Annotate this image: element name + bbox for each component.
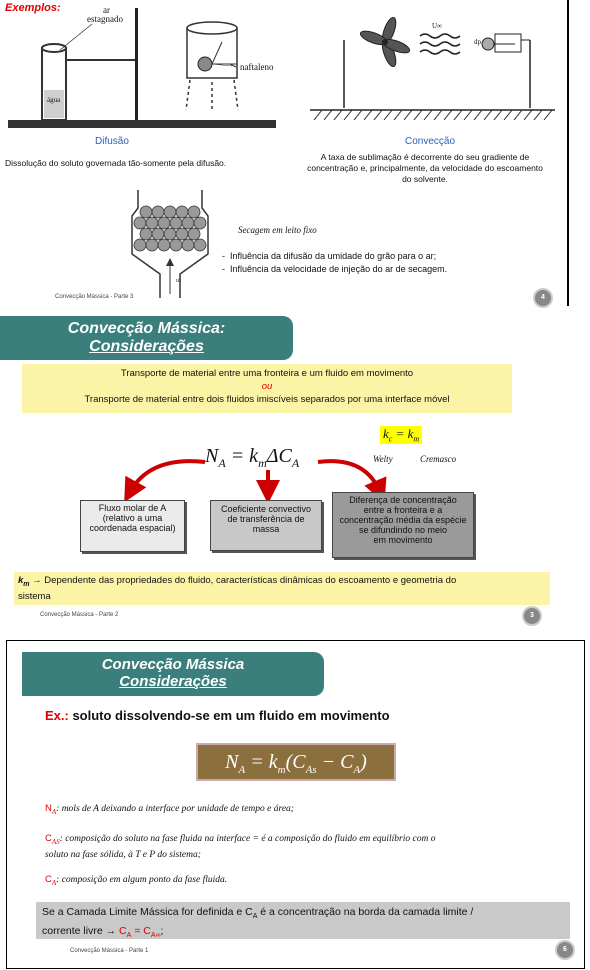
uinf-label: U∞ — [432, 22, 443, 30]
cas-text-line2: soluto na fase sólida, à T e P do sistema; — [45, 849, 201, 860]
slide-banner — [0, 316, 293, 360]
box-line: coordenada espacial) — [89, 523, 176, 533]
ca-sub: A — [51, 878, 57, 887]
km-note-line — [18, 575, 546, 591]
banner-line: Convecção Mássica — [101, 656, 245, 673]
cremasco-label: Cremasco — [420, 454, 457, 464]
page-number: 4 — [533, 288, 553, 308]
ca-text: : composição em algum ponto da fase fluida. — [56, 875, 228, 885]
na-definition — [45, 803, 294, 816]
example-heading — [45, 708, 390, 723]
box-line: se difundindo no meio — [358, 525, 448, 535]
slide-examples — [0, 0, 570, 306]
box-line: concentração média da espécie — [339, 515, 467, 525]
na-sub: A — [51, 807, 57, 816]
slide-banner — [22, 652, 324, 696]
coefficient-box — [210, 500, 322, 551]
flux-box — [80, 500, 185, 552]
bullet-text: Influência da difusão da umidade do grão para o ar; — [230, 251, 437, 261]
slide-considerations-1 — [0, 312, 590, 622]
na-symbol: N — [45, 803, 52, 814]
difusao-text: Dissolução do soluto governada tão-somente pela difusão. — [5, 158, 227, 168]
km-text-line2: sistema — [18, 590, 51, 602]
km-text: → Dependente das propriedades do fluido, características dinâmicas do escoamento e geometria do — [29, 575, 457, 586]
fixed-bed-diagram — [130, 190, 210, 298]
km-sub: m — [23, 580, 30, 588]
conveccao-text-line: concentração e, principalmente, da velocidade do escoamento — [307, 163, 543, 173]
banner-line: Considerações — [119, 673, 227, 690]
note-text: ; — [160, 925, 164, 938]
note-red-sub: A — [126, 932, 132, 940]
convection-diagram — [300, 0, 560, 130]
difusao-label: Difusão — [95, 136, 129, 147]
main-equation: $N_A = k_m\Delta C_A$ — [205, 445, 300, 470]
conveccao-label: Convecção — [405, 136, 456, 147]
example-text: soluto dissolvendo-se em um fluido em movimento — [68, 708, 390, 723]
na-text: : mols de A deixando a interface por unidade de tempo e área; — [56, 804, 294, 814]
definition-line: Transporte de material entre uma fronteira e um fluido em movimento — [120, 368, 414, 379]
diffusion-diagram — [0, 0, 300, 150]
cas-definition — [45, 832, 575, 862]
box-line: Diferença de concentração — [349, 495, 457, 505]
bullet-text: Influência da velocidade de injeção do ar de secagem. — [230, 264, 448, 274]
ca-definition — [45, 874, 227, 887]
secagem-title: Secagem em leito fixo — [238, 225, 317, 235]
note-red-sub: A∞ — [150, 932, 161, 940]
box-line: entre a fronteira e a — [363, 505, 443, 515]
note-sub: A — [252, 913, 258, 921]
uf-label: uf — [176, 278, 181, 284]
slide-footer: Convecção Mássica - Parte 2 — [40, 612, 119, 618]
example-prefix: Ex.: — [45, 708, 69, 723]
definition-box — [22, 364, 512, 413]
note-red: = C — [131, 925, 151, 938]
cas-sub: AS — [51, 837, 60, 846]
km-symbol: k — [18, 575, 24, 586]
box-line: massa — [252, 524, 280, 534]
note-red: C — [119, 925, 127, 938]
box-line: (relativo a uma — [102, 513, 163, 523]
conveccao-text-line: A taxa de sublimação é decorrente do seu gradiente de — [320, 152, 530, 162]
slide-title: Exemplos: — [5, 2, 61, 14]
definition-line: Transporte de material entre dois fluidos imiscíveis separados por uma interface móvel — [84, 394, 450, 405]
banner-line: Considerações — [89, 338, 204, 355]
slide-footer: Convecção Mássica - Parte 1 — [70, 948, 149, 954]
cas-symbol: C — [45, 833, 52, 844]
note-text: corrente livre → — [42, 925, 120, 938]
cas-line — [45, 832, 575, 849]
slide-border — [567, 0, 569, 306]
definition-or: ou — [261, 381, 273, 392]
cas-text: : composição do soluto na fase fluida na interface = é a composição do fluido em equilíbrio com o — [59, 834, 436, 844]
banner-line: Convecção Mássica: — [67, 320, 226, 337]
note-text: é a concentração na borda da camada limite / — [257, 906, 474, 918]
box-line: Coeficiente convectivo — [220, 504, 312, 514]
box-line: Fluxo molar de A — [98, 503, 167, 513]
main-equation: $N_A = k_m(C_{As} - C_A)$ — [196, 743, 396, 781]
note-text: Se a Camada Limite Mássica for definida e C — [42, 906, 253, 918]
conveccao-text-line: do solvente. — [402, 174, 448, 184]
concentration-box — [332, 492, 474, 558]
bullet-item: - Influência da velocidade de injeção do ar de secagem. — [222, 264, 448, 274]
kc-km-equation: $k_c = k_m$ — [380, 426, 422, 444]
ca-symbol: C — [45, 874, 52, 885]
page-number: 6 — [555, 940, 575, 960]
estagnado-label: estagnado — [87, 14, 123, 24]
conveccao-text — [290, 152, 560, 185]
naftaleno-label: naftaleno — [240, 62, 274, 72]
box-line: em movimento — [373, 535, 433, 545]
agua-label: água — [47, 96, 61, 104]
bullet-item: - Influência da difusão da umidade do grão para o ar; — [222, 251, 437, 261]
box-line: de transferência de — [227, 514, 305, 524]
ar-label: ar — [103, 5, 110, 15]
dp-label: dp — [474, 38, 481, 46]
note-line — [42, 924, 564, 943]
km-note — [14, 572, 550, 605]
slide-footer: Convecção Mássica - Parte 3 — [55, 294, 134, 300]
welty-label: Welty — [373, 454, 393, 464]
note-line — [42, 905, 564, 924]
boundary-layer-note — [36, 902, 570, 939]
secagem-bullets — [222, 250, 447, 276]
page-number: 3 — [522, 606, 542, 626]
